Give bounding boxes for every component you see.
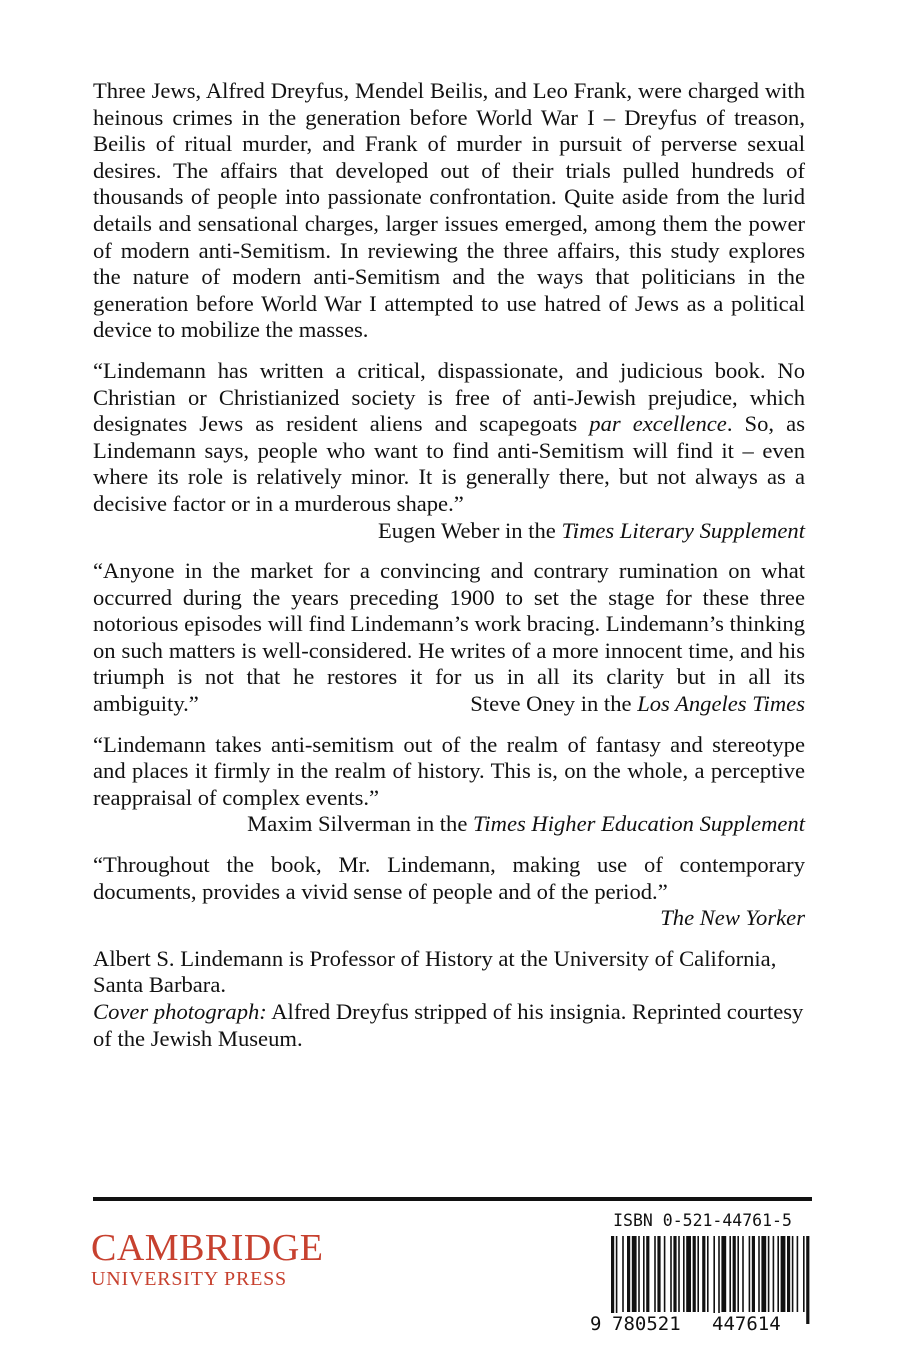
barcode-bar: [616, 1236, 618, 1324]
ean-right-group: 447614: [712, 1313, 781, 1335]
review-quote-3: “Lindemann takes anti-semitism out of the realm of fantasy and stereotype and places it firmly in the realm of history. This is, on the whole, a perceptive reappraisal of complex events.”: [93, 731, 805, 810]
isbn-label: ISBN 0-521-44761-5: [613, 1211, 792, 1230]
book-description: Three Jews, Alfred Dreyfus, Mendel Beilis, and Leo Frank, were charged with heinous crimes in the generation before World War I – Dreyfus of treason, Beilis of ritual murder, and Frank of murder in pursuit of perverse sexual desires. The affairs that developed out of their trials pulled hundreds of thousands of people into passionate confrontation. Quite aside from the lurid details and sensational charges, larger issues emerged, among them the power of modern anti-Semitism. In reviewing the three affairs, this study explores the nature of modern anti-Semitism and the ways that politicians in the generation before World War I attempted to use hatred of Jews as a political device to mobilize the masses.: [93, 78, 805, 343]
barcode-bar: [697, 1236, 699, 1312]
review-attribution-1: Eugen Weber in the Times Literary Supplement: [378, 517, 805, 543]
barcode-bar: [742, 1236, 744, 1312]
barcode-bar: [758, 1236, 760, 1312]
footer-rule: [93, 1197, 812, 1201]
about-author: Albert S. Lindemann is Professor of History at the University of California, Santa Barbara.: [93, 945, 777, 998]
barcode-bar: [686, 1236, 691, 1312]
barcode-bar: [781, 1236, 786, 1312]
barcode-bar: [737, 1236, 739, 1312]
barcode-bar: [713, 1236, 715, 1324]
barcode-bar: [761, 1236, 766, 1312]
barcode-bar: [768, 1236, 770, 1312]
barcode-bar: [643, 1236, 645, 1312]
barcode-bar: [657, 1236, 660, 1312]
barcode-bar: [693, 1236, 696, 1312]
barcode-bar: [654, 1236, 656, 1312]
publisher-name: CAMBRIDGE: [91, 1227, 324, 1269]
publisher-press: UNIVERSITY PRESS: [91, 1268, 287, 1290]
barcode-bar: [627, 1236, 630, 1312]
barcode-bar: [787, 1236, 790, 1312]
barcode-bar: [721, 1236, 726, 1312]
barcode-bar: [773, 1236, 775, 1312]
barcode-bar: [664, 1236, 666, 1312]
barcode-bar: [632, 1236, 637, 1312]
barcode-bar: [611, 1236, 614, 1324]
review-attribution-2: ambiguity.” Steve Oney in the Los Angeles Times: [93, 691, 805, 717]
barcode-bar: [777, 1236, 779, 1312]
review-quote-2: “Anyone in the market for a convincing and contrary rumination on what occurred during the years preceding 1900 to set the stage for these three notorious episodes will find Lindemann’s work bracing. Lindemann’s thinking on such matters is well-considered. He writes of a more innocent time, and his triumph is not that he restores it for us in all its clarity but in all its: [93, 558, 805, 690]
barcode-bar: [646, 1236, 649, 1312]
review-attribution-4: The New Yorker: [660, 905, 805, 931]
barcode-bar: [792, 1236, 794, 1312]
ean-left-group: 780521: [612, 1313, 681, 1335]
ean-first-digit: 9: [590, 1313, 602, 1335]
review-quote-4: “Throughout the book, Mr. Lindemann, making use of contemporary documents, provides a vivid sense of people and of the period.”: [93, 852, 805, 904]
barcode-bar: [806, 1236, 809, 1324]
barcode-bar: [638, 1236, 640, 1312]
barcode-bar: [729, 1236, 731, 1312]
barcode-bar: [673, 1236, 676, 1312]
back-cover-text: [93, 78, 805, 1052]
barcode-bar: [718, 1236, 720, 1324]
publisher-logo: [91, 1228, 324, 1290]
review-attribution-3: Maxim Silverman in the Times Higher Education Supplement: [247, 811, 805, 837]
barcode-digits: [589, 1313, 814, 1339]
barcode-bar: [670, 1236, 672, 1312]
barcode-bar: [749, 1236, 751, 1312]
barcode-bar: [752, 1236, 755, 1312]
barcode-bar: [678, 1236, 680, 1312]
barcode-bar: [702, 1236, 705, 1312]
review-quote-1: “Lindemann has written a critical, dispassionate, and judicious book. No Christian or Christianized society is free of anti-Jewish prejudice, which designates Jews as resident aliens and scapegoats par excellence. So, as Lindemann says, people who want to find anti-Semitism will find it – even where its role is relatively minor. It is generally there, but not always as a decisive factor or in a murderous shape.”: [93, 357, 805, 516]
barcode-bar: [707, 1236, 709, 1312]
barcode-bar: [622, 1236, 624, 1312]
barcode-bar: [683, 1236, 685, 1312]
cover-credit: Cover photograph: Alfred Dreyfus stripped of his insignia. Reprinted courtesy of the Jewish Museum.: [93, 999, 804, 1051]
barcode-bar: [803, 1236, 805, 1312]
barcode-bar: [797, 1236, 799, 1312]
barcode-bar: [733, 1236, 736, 1312]
